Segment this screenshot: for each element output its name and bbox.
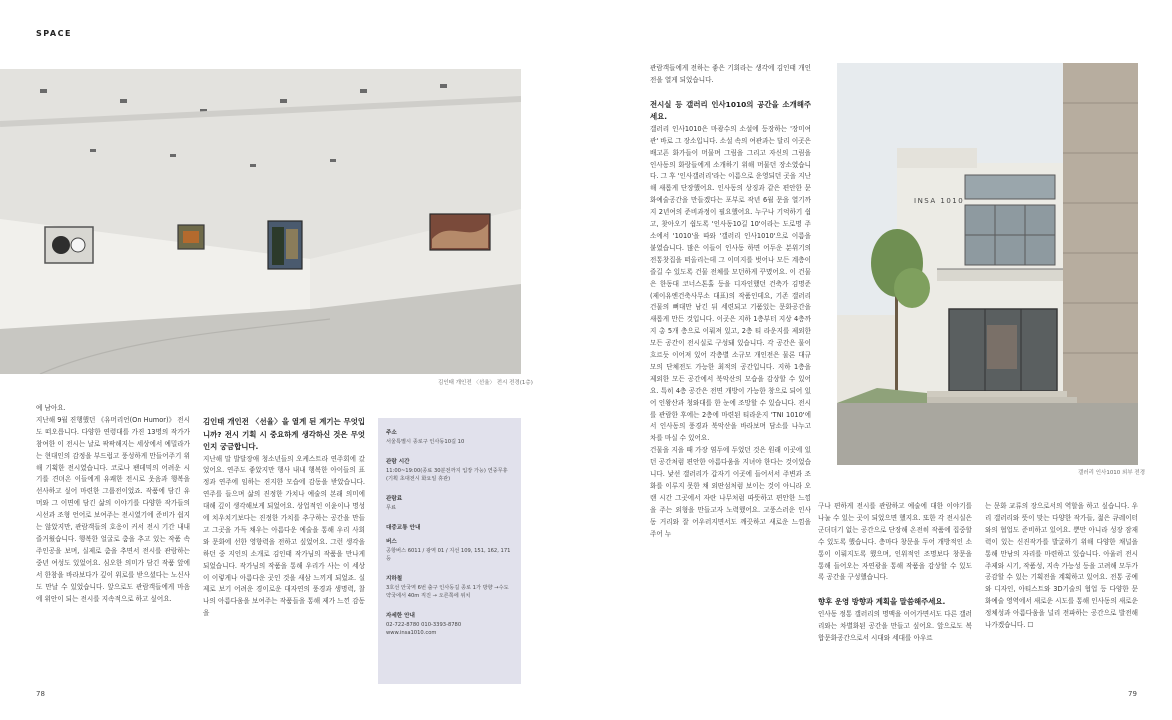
page-number-right: 79 [1128, 690, 1137, 698]
interview-answer-2b: 건물을 지을 때 가장 염두에 두었던 것은 원래 이곳에 있던 공간처럼 편안한 아름다움을 지녀야 한다는 것이었습니다. 낯선 갤러리가 갑자기 이곳에 들어서서 주변과 조화를 이루지 못한 채 외딴섬처럼 보이는 것이 아니라 오랜 시간 그곳에서 자란 나무처럼 따뜻하고 편안한 느낌을 주는 외형을 만들고자 노력했어요. 고풍스러운 인사동 거리와 잘 어우러지면서도 깨끗하고 새로운 느낌을 주어 누 [650, 446, 811, 538]
interview-question-3: 향후 운영 방향과 계획을 말씀해주세요. [818, 597, 946, 607]
info-transit: 대중교통 안내 [386, 525, 421, 531]
info-subway: 지하철 3호선 안국역 6번 출구 인사동길 종로 1가 방향 →수도약국에서 40m 직진 → 오른쪽에 위치 [386, 576, 509, 599]
left-column-2 [203, 416, 365, 672]
interview-answer-1: 지난해 말 발달장애 청소년들의 오케스트라 연주회에 갔었어요. 연주도 좋았지만 행사 내내 행복한 아이들의 표정과 연주에 임하는 진지한 모습에 감동을 받았습니다. 연주를 들으며 삶의 진정한 가치나 예술의 본래 의미에 대해 깊이 생각해보게 되었어요. 상업적인 이윤이나 명성에 치우치기보다는 진정한 가치를 추구하는 공간을 만들고 그곳을 가득 채우는 아름다운 예술을 통해 우리 사회와 문화에 선한 영향력을 전하고 싶었어요. 그런 생각을 하던 중 지인의 소개로 김인태 작가님의 작품을 만나게 되었습니다. 작가님의 작품을 통해 우리가 사는 이 세상이 이렇게나 아름다운 곳인 것을 새삼 느끼게 되었죠. 실제로 보기 어려운 경이로운 대자연의 풍경과 생명력, 찰나의 아름다움을 보여주는 작품들을 통해 제가 느낀 감동을 [203, 454, 365, 618]
left-col1-para-1: 예 남아요. [36, 404, 66, 412]
building-exterior-photo [837, 63, 1138, 465]
interview-answer-3: 인사동 정통 갤러리의 명맥을 이어가면서도 다른 갤러리와는 차별화된 공간을 만들고 싶어요. 앞으로도 복합문화공간으로서 시대와 세대를 아우르 [818, 609, 972, 642]
left-column-1 [36, 403, 190, 671]
info-hours: 관람 시간 11:00~19:00(종료 30분전까지 입장 가능) 연중무휴 (기획 초대전시 화요일 휴관) [386, 459, 508, 482]
right-column-2 [818, 501, 972, 673]
gallery-info-box [378, 418, 521, 684]
interview-question-2: 전시실 등 갤러리 인사1010의 공간을 소개해주세요. [650, 99, 811, 122]
interview-question-1: 김인태 개인전 〈선율〉을 열게 된 계기는 무엇입니까? 전시 기획 시 중요하게 생각하신 것은 무엇인지 궁금합니다. [203, 417, 365, 451]
page-number-left: 78 [36, 690, 45, 698]
section-label: SPACE [36, 29, 72, 38]
right-column-1 [650, 63, 811, 673]
building-sign: INSA 1010 [914, 197, 965, 205]
info-contact: 자세한 안내 02-722-8780 010-3393-8780 www.insa1010.com [386, 613, 462, 636]
gallery-interior-photo [0, 69, 521, 374]
building-photo-caption: 갤러리 인사1010 외부 전경 [1078, 470, 1146, 476]
right-col2-para: 구나 편하게 전시를 관람하고 예술에 대한 이야기를 나눌 수 있는 곳이 되었으면 했지요. 또한 각 전시실은 군더더기 없는 공간으로 단장해 온전히 작품에 집중할 수 있도록 했습니다. 층마다 창문을 두어 개방적인 소통이 이뤄지도록 했으며, 인위적인 조명보다 창문을 통해 들어오는 자연광을 통해 작품을 감상할 수 있도록 공간을 구성했습니다. [818, 502, 972, 582]
gallery-photo-caption: 김인태 개인전 〈선율〉 전시 전경(1층) [438, 380, 533, 386]
right-col3-para: 는 문화 교류의 장으로서의 역할을 하고 싶습니다. 우리 갤러리와 뜻이 맞는 다양한 작가들, 젊은 큐레이터와의 협업도 준비하고 있어요. 뿐만 아니라 성장 잠재력이 있는 신진작가를 발굴하기 위해 다양한 채널을 통해 만남의 자리를 마련하고 있습니다. 아울러 전시 주제와 시기, 작품성, 지속 가능성 등을 고려해 모두가 공감할 수 있는 기획전을 계획하고 있어요. 전통 공예와 디자인, 아티스트와 3D기술의 협업 등 다양한 문화예술 영역에서 새로운 시도를 통해 인사동의 새로운 정체성과 아름다움을 널리 전파하는 공간으로 발전해나가겠습니다. ☐ [985, 502, 1138, 630]
interview-answer-2: 갤러리 인사1010은 마광수의 소설에 등장하는 '장미여관' 바로 그 장소입니다. 소설 속의 여관과는 달리 이곳은 배고픈 화가들이 머물며 그림을 그리고 자신의 그림을 인사동의 화랑들에게 소개하기 위해 머물던 장소였습니다. 그 후 '인사갤러리'라는 이름으로 운영되던 곳을 지난해 새롭게 단장했어요. 인사동의 상징과 같은 편안한 문화예술공간을 만들겠다는 포부로 작년 6월 문을 열기까지 2년여의 준비과정이 필요했어요. 누구나 기억하기 쉽고, 찾아오기 쉽도록 '인사동10길 10'이라는 도로명 주소에서 '1010'을 따와 '갤러리 인사1010'으로 이름을 붙였습니다. 많은 이들이 인사동 하면 어두운 분위기의 전통찻집을 떠올리는데 그 이미지를 벗어나 모든 계층이 즐길 수 있도록 건물 전체를 모던하게 꾸몄어요. 이 건물은 한동대 코너스톤홀 등을 디자인했던 건축가 김명준(제이유엔건축사무소 대표)의 작품인데요, 기존 갤러리 건물의 뼈대만 남긴 뒤 세련되고 기품있는 문화공간을 새롭게 만든 것입니다. 이곳은 지하 1층부터 지상 4층까지 총 5개 층으로 이뤄져 있고, 2층 티 라운지를 제외한 모든 공간이 전시실로 구성돼 있습니다. 각 공간은 물이 흐르듯 이어져 있어 각층별 소규모 개인전은 물론 대규모의 단체전도 가능한 최적의 공간입니다. 지하 1층을 제외한 모든 공간에서 북악산의 모습을 감상할 수 있어요. 특히 4층 공간은 전면 개방이 가능한 창으로 되어 있어 인왕산과 청와대를 한 눈에 조망할 수 있습니다. 전시를 관람한 후에는 2층에 마련된 티라운지 'TNI 1010'에서 인사동의 풍경과 북악산을 바라보며 담소를 나누고 차를 마실 수 있어요. [650, 124, 811, 443]
right-intro: 관람객들에게 전하는 좋은 기회라는 생각에 김인태 개인전을 열게 되었습니다. [650, 64, 811, 84]
right-column-3 [985, 501, 1138, 673]
info-address: 주소 서울특별시 종로구 인사동10길 10 [386, 430, 465, 445]
info-fee: 관람료 무료 [386, 496, 403, 511]
info-bus: 버스 공항버스 6011 / 광역 01 / 지선 109, 151, 162, 171 등 [386, 539, 511, 562]
left-col1-para-2: 지난해 9월 진행했던 《유머리언(On Humor)》 전시도 떠오릅니다. 다양한 연령대를 가진 13명의 작가가 참여한 이 전시는 날로 팍팍해지는 세상에서 예밀라가는 현대인의 감정을 부드럽고 풍성하게 만들어주기 위해 기획한 전시였습니다. 코로나 팬데믹의 어려운 시기를 견뎌온 이들에게 유쾌한 전시로 웃음과 행복을 선사하고 싶어 마련한 그룹전이었죠. 작품에 담긴 유머와 그 이면에 담긴 삶의 이야기를 다양한 작가들의 시선과 조형 언어로 보여주는 전시였기에 준비가 쉽지는 않았지만, 관람객들의 호응이 커서 전시 기간 내내 즐거웠습니다. 행복한 얼굴로 춤을 추고 있는 작품 속 주인공을 보며, 실제로 춤을 추면서 전시를 관람하는 중년 여성도 있었어요. 심오한 의미가 담긴 작품 앞에서 한참을 바라보다가 깊이 위로를 받으셨다는 노신사도 만날 수 있었습니다. 앞으로도 관람객들에게 마음에 위안이 되는 전시를 지속적으로 하고 싶어요. [36, 415, 190, 603]
